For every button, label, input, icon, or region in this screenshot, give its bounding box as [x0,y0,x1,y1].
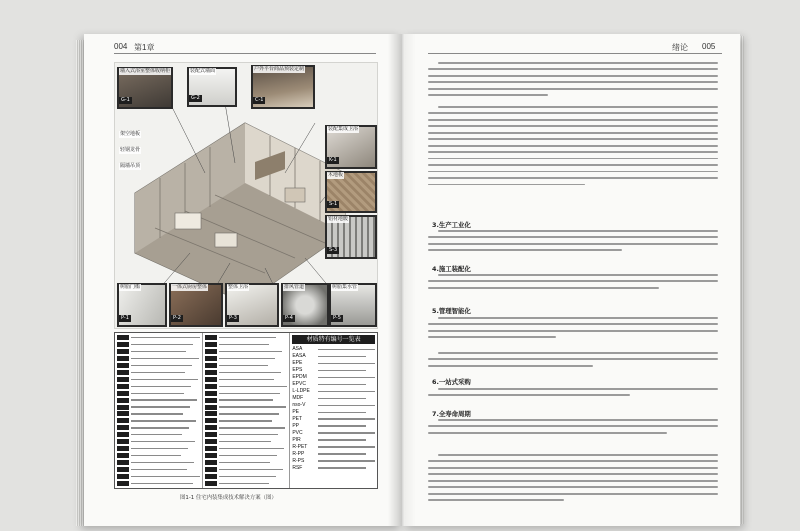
legend-badge [117,481,129,486]
legend-row [205,446,288,451]
legend-text-line [219,427,286,428]
legend-text-line [131,399,197,400]
legend-row [117,446,200,451]
legend-text-line [131,372,185,373]
legend-row [205,404,288,409]
legend-text-line [131,413,183,414]
legend-text-line [219,434,279,435]
text-line [428,112,718,114]
legend-badge [117,356,129,361]
legend-row [292,430,375,435]
legend-badge [205,363,217,368]
text-line [428,125,718,127]
legend-text-line [219,372,282,373]
legend-text-line [131,365,192,366]
legend-code: PVC [292,429,303,436]
legend-text-line [131,351,186,352]
text-line [428,467,718,469]
legend-column [203,333,291,488]
thumb-label: 装配式墙面 [190,68,216,74]
thumb-badge: S-1 [329,201,338,207]
legend-badge [205,446,217,451]
thumb-label: 整体卫浴 [228,284,249,290]
legend-code: RSF [292,464,303,471]
legend-text-line [131,427,189,428]
thumb-badge: C-1 [255,97,264,103]
legend-badge [205,411,217,416]
text-line [438,419,718,421]
legend-badge [117,411,129,416]
legend-badge [117,370,129,375]
legend-badge [205,335,217,340]
legend-row [292,444,375,449]
legend-text-line [318,356,366,357]
legend-text-line [318,412,366,413]
legend-badge [205,481,217,486]
legend-code: L-LDPE [292,387,310,394]
thumb-badge: G-2 [191,95,200,101]
legend-column [115,333,203,488]
legend-text-line [219,483,270,484]
legend-text-line [219,386,288,387]
legend-row [117,384,200,389]
text-line [428,158,718,160]
thumb-badge: P-2 [173,315,181,321]
legend-code: PP [292,422,300,429]
legend-row [205,425,288,430]
legend-row [292,354,375,359]
thumb-label: 树脂集水管 [332,284,358,290]
right-page [402,34,740,526]
legend-badge [117,467,129,472]
legend-badge [205,474,217,479]
text-line [428,336,556,338]
thumb-label: 树脂门槛 [120,284,141,290]
legend-text-line [131,441,195,442]
text-line [428,138,718,140]
text-line [438,230,718,232]
legend-code: R-PET [292,443,308,450]
legend-text-line [219,441,272,442]
legend-text-line [131,448,188,449]
text-paragraph [428,388,718,401]
legend-badge [117,453,129,458]
text-line [428,425,718,427]
text-paragraph [428,454,718,506]
legend-row [117,418,200,423]
legend-badge [205,370,217,375]
thumb-label: 一体式厨房整体 [172,284,208,290]
legend-badge [117,363,129,368]
legend-row [205,377,288,382]
legend-row [205,418,288,423]
legend-badge [205,398,217,403]
legend-text-line [131,344,193,345]
legend-code: EPE [292,359,303,366]
legend-text-line [318,377,375,378]
legend-badge [117,342,129,347]
legend-text-line [219,413,280,414]
legend-badge [205,418,217,423]
legend-row [117,349,200,354]
text-paragraph [428,274,718,293]
text-line [438,106,718,108]
legend-code: MDF [292,394,304,401]
legend-text-line [131,393,184,394]
legend-row [117,370,200,375]
legend-row [292,451,375,456]
left-page-number: 004 [114,42,128,51]
legend-text-line [318,446,375,447]
legend-badge [205,432,217,437]
text-line [428,171,718,173]
legend-code: EPVC [292,380,306,387]
text-line [428,432,667,434]
legend-badge [205,342,217,347]
text-line [428,94,548,96]
text-paragraph [428,106,718,190]
legend-row [292,423,375,428]
legend-text-line [131,420,196,421]
legend-row [292,368,375,373]
legend-badge [117,384,129,389]
text-line [438,62,718,64]
legend-badge [117,446,129,451]
legend-badge [205,356,217,361]
legend-row [292,409,375,414]
legend-text-line [318,398,366,399]
legend-text-line [219,365,269,366]
legend-badge [205,384,217,389]
legend-code: R-PP [292,450,305,457]
text-line [428,323,718,325]
text-line [428,184,585,186]
callout-label: 隔墙吊顶 [120,163,141,169]
text-line [428,249,622,251]
legend-badge [205,349,217,354]
thumb-label: 木地板 [328,172,344,178]
legend-row [117,481,200,486]
legend-text-line [131,406,190,407]
text-line [428,75,718,77]
legend-badge [117,398,129,403]
legend-row [205,356,288,361]
legend-badge [117,418,129,423]
legend-row [292,389,375,394]
legend-row [117,391,200,396]
legend-row [205,363,288,368]
legend-row [292,437,375,442]
thumb-badge: P-1 [121,315,129,321]
legend-text-line [131,337,200,338]
legend-code: EASA [292,352,306,359]
legend-badge [205,391,217,396]
figure-illustration [114,62,378,329]
legend-text-line [219,393,281,394]
legend-code: nso-V [292,401,306,408]
legend-text-line [219,462,271,463]
text-line [438,388,718,390]
section-heading: 6.一站式采购 [432,378,471,386]
legend-row [117,335,200,340]
legend-row [205,342,288,347]
legend-row [117,342,200,347]
text-line [428,460,718,462]
legend-code: EPS [292,366,303,373]
legend-text-line [131,455,181,456]
legend-code: EPDM [292,373,307,380]
legend-text-line [219,379,275,380]
legend-row [117,397,200,402]
legend-text-line [219,406,287,407]
text-line [428,145,718,147]
thumb-badge: P-3 [229,315,237,321]
section-heading: 7.全寿命周期 [432,410,471,418]
text-paragraph [428,317,718,343]
right-section-label: 绪论 [672,43,688,52]
left-chapter-label: 第1章 [134,43,155,52]
legend-text-line [219,344,270,345]
section-heading: 3.生产工业化 [432,221,471,229]
legend-text-line [219,399,274,400]
thumb-label: 铝材地暖 [328,216,349,222]
legend-badge [117,391,129,396]
thumb-label: 户外平台商品预装定制 [254,66,305,72]
legend-badge [205,467,217,472]
legend-text-line [131,462,194,463]
legend-text-line [318,460,375,461]
callout-label: 轻钢龙骨 [120,147,141,153]
legend-text-line [131,483,193,484]
thumb-label: 排风管道 [284,284,305,290]
text-line [438,274,718,276]
text-line [428,81,718,83]
legend-text-line [131,469,187,470]
legend-badge [205,460,217,465]
legend-badge [117,460,129,465]
legend-text-line [131,358,199,359]
legend-row [117,425,200,430]
legend-code: R-PS [292,457,305,464]
legend-code: ASA [292,345,303,352]
legend-row [117,377,200,382]
thumb-label: 墙入式浴室整体收纳柜 [120,68,171,74]
legend-text-line [219,351,283,352]
legend-row [117,432,200,437]
legend-row [117,453,200,458]
legend-text-line [131,476,200,477]
text-paragraph [428,419,718,438]
legend-row [292,361,375,366]
legend-row [205,370,288,375]
legend-text-line [219,455,278,456]
legend-text-line [219,358,276,359]
legend-badge [205,453,217,458]
text-line [428,486,718,488]
legend-row [205,467,288,472]
legend-row [117,474,200,479]
text-paragraph [428,352,718,371]
legend-badge [117,349,129,354]
legend-badge [117,377,129,382]
text-line [428,119,718,121]
legend-row [205,460,288,465]
legend-row [292,402,375,407]
text-line [428,177,718,179]
text-line [428,358,718,360]
section-heading: 4.施工装配化 [432,265,471,273]
text-line [428,365,593,367]
legend-row [292,395,375,400]
legend-row [205,432,288,437]
text-line [438,317,718,319]
thumb-badge: P-4 [285,315,293,321]
legend-row [292,375,375,380]
text-paragraph [428,62,718,101]
legend-code: PE [292,408,300,415]
legend-text-line [131,379,198,380]
legend-text-line [318,405,375,406]
legend-text-line [219,469,284,470]
text-line [438,454,718,456]
legend-badge [117,335,129,340]
legend-text-line [219,420,273,421]
legend-row [292,347,375,352]
legend-text-line [219,476,277,477]
left-page [84,34,402,526]
right-header-rule [428,53,722,54]
callout-label: 架空地板 [120,131,141,137]
legend-badge [117,425,129,430]
legend-row [205,411,288,416]
text-line [428,68,718,70]
legend-text-line [318,453,366,454]
text-line [428,473,718,475]
text-line [428,394,630,396]
text-line [428,151,718,153]
legend-badge [205,439,217,444]
legend-badge [117,432,129,437]
legend-row [292,465,375,470]
legend-row [205,439,288,444]
thumb-badge: P-5 [333,315,341,321]
legend-row [292,416,375,421]
legend-row [117,363,200,368]
legend-row [205,474,288,479]
legend-text-line [318,432,375,433]
legend-row [205,384,288,389]
legend-badge [205,377,217,382]
legend-row [117,411,200,416]
legend-row [205,349,288,354]
legend-text-line [318,391,375,392]
legend-row [205,481,288,486]
legend-text-line [318,384,366,385]
text-line [438,352,718,354]
legend-row [117,356,200,361]
legend-text-line [219,448,285,449]
text-line [428,493,718,495]
legend-text-line [219,337,277,338]
legend-badge [117,474,129,479]
text-line [428,236,718,238]
text-line [428,499,564,501]
legend-column [290,333,377,488]
text-line [428,330,718,332]
legend-text-line [318,425,366,426]
text-line [428,88,718,90]
legend-row [117,467,200,472]
section-heading: 5.管理智能化 [432,307,471,315]
legend-code: PIR [292,436,301,443]
book-gutter [388,34,416,526]
legend-text-line [318,370,366,371]
legend-text-line [318,418,375,419]
legend-code: PET [292,415,303,422]
legend-row [205,397,288,402]
text-line [428,164,718,166]
text-line [428,480,718,482]
legend-row [205,391,288,396]
right-page-number: 005 [702,42,716,51]
code-legend-table [114,332,378,489]
text-paragraph [428,230,718,256]
figure-caption: 图1-1 住宅内装集成技术解决方案（图） [180,495,277,501]
thumb-label: 装配集成卫浴 [328,126,359,132]
legend-row [205,335,288,340]
legend-row [117,460,200,465]
legend-text-line [318,349,375,350]
text-line [428,280,718,282]
legend-text-line [131,434,182,435]
legend-row [292,382,375,387]
legend-badge [205,405,217,410]
thumb-badge: S-3 [329,247,338,253]
legend-row [117,439,200,444]
legend-text-line [318,467,366,468]
legend-row [292,458,375,463]
legend-badge [205,425,217,430]
legend-badge [117,405,129,410]
legend-title: 材质特有编号一览表 [292,335,375,344]
legend-row [117,404,200,409]
legend-row [205,453,288,458]
legend-text-line [318,363,375,364]
thumb-badge: K-1 [329,157,337,163]
legend-text-line [318,439,366,440]
left-header-rule [114,53,376,54]
legend-badge [117,439,129,444]
legend-text-line [131,386,191,387]
thumb-badge: G-1 [121,97,130,103]
text-line [428,243,718,245]
text-line [428,132,718,134]
text-line [428,287,659,289]
